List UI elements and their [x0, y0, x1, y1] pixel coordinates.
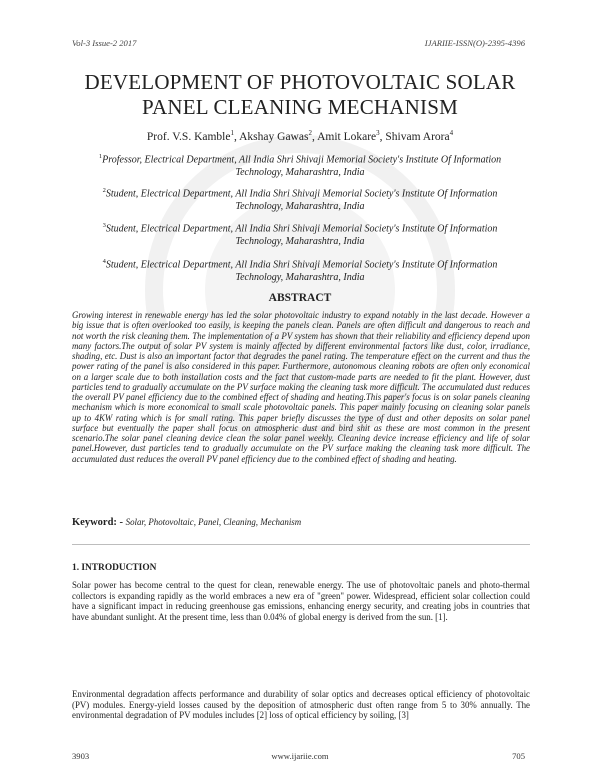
affiliation: $^4$Student, Electrical Department, All India Shri Shivaji Memorial Society's Institute Of Information Technology, Maharashtra, India [102, 258, 498, 283]
keywords [72, 517, 301, 528]
author-sup: 4 [449, 129, 454, 137]
author-sup: 2 [308, 129, 312, 137]
affiliation: $^1$Professor, Electrical Department, All India Shri Shivaji Memorial Society's Institute Of Information Technology, Maharashtra, India [98, 153, 502, 178]
paper-title [40, 70, 560, 120]
title-line-2: PANEL CLEANING MECHANISM [142, 95, 458, 119]
author-name: Akshay Gawas [239, 130, 309, 143]
introduction-paragraph-2: Environmental degradation affects performance and durability of solar optics and decreases optical efficiency of photovoltaic (PV) modules. Energy-yield losses caused by the deposition of atmospheric dust often range from 5 to 30% annually. The environmental degradation of PV modules includes [2] loss of optical efficiency by soiling, [3] [72, 689, 530, 721]
affiliation: $^2$Student, Electrical Department, All India Shri Shivaji Memorial Society's Institute Of Information Technology, Maharashtra, India [102, 187, 498, 212]
author-list: Prof. V.S. Kamble$^1$, Akshay Gawas$^2$, Amit Lokare$^3$, Shivam Arora$^4$ [146, 129, 454, 143]
abstract-heading: ABSTRACT [268, 292, 332, 304]
affiliation: $^3$Student, Electrical Department, All India Shri Shivaji Memorial Society's Institute Of Information Technology, Maharashtra, India [102, 222, 498, 247]
author-name: Amit Lokare [317, 130, 377, 143]
header-issn: IJARIIE-ISSN(O)-2395-4396 [424, 38, 525, 48]
introduction-heading: 1. INTRODUCTION [72, 563, 157, 573]
footer-website: www.ijariie.com [271, 751, 329, 761]
author-name: Shivam Arora [385, 130, 450, 143]
introduction-paragraph-1: Solar power has become central to the quest for clean, renewable energy. The use of photovoltaic panels and photo-thermal collectors is expanding rapidly as the world embraces a new era of "green" power. Widespread, efficient solar collection could have a significant impact in reducing greenhouse gas emissions, enhancing energy security, and creating jobs in countries that have abundant sunlight. At the present time, less than 0.04% of global energy is derived from the sun. [1]. [72, 580, 530, 622]
keywords-text: Solar, Photovoltaic, Panel, Cleaning, Mechanism [125, 517, 302, 527]
author-sup: 1 [230, 129, 234, 137]
footer-page-number: 705 [512, 751, 525, 761]
header-volume: Vol-3 Issue-2 2017 [72, 38, 137, 48]
footer-left-number: 3903 [72, 751, 90, 761]
author-name: Prof. V.S. Kamble [146, 130, 231, 143]
author-sup: 3 [376, 129, 380, 137]
keywords-label: Keyword: - [72, 517, 124, 528]
abstract-text: Growing interest in renewable energy has led the solar photovoltaic industry to expand notably in the last decade. However a big issue that is often overlooked too easily, is keeping the panels clean. Panels are often difficult and dangerous to reach and not worth the risk cleaning them. The implementation of a PV system has shown that their reliability and efficiency depend upon many factors.The output of solar PV system is mainly affected by different environmental factors like dust, color, irradiance, shading, etc. Dust is also an important factor that degrades the panel rating. The temperature effect on the current and thus the power rating of the panel is also considered in this paper. Furthermore, autonomous cleaning robots are often only economical on a larger scale due to both installation costs and the fact that custom-made parts are needed to fit the plant. However, dust particles tend to gradually accumulate on the PV surface making the cleaning task more difficult. The accumulated dust reduces the overall PV panel efficiency due to the combined effect of shading and heating.This paper's focus is on solar panels cleaning mechanism which is more economical to small scale photovoltaic panels. This paper mainly focusing on cleaning solar panels up to 4KW rating which is for small rating. This paper briefly discusses the type of dust and other deposits on solar panel surface but eventually the paper shall focus on atmospheric dust and bird shit as these are most common in the present scenario.The solar panel cleaning device clean the solar panel weekly. Cleaning device increase efficiency and life of solar panel.However, dust particles tend to gradually accumulate on the PV surface making the cleaning task more difficult. The accumulated dust reduces the overall PV panel efficiency due to the combined effect of shading and heating. [72, 310, 530, 464]
section-divider [72, 544, 530, 545]
title-line-1: DEVELOPMENT OF PHOTOVOLTAIC SOLAR [84, 70, 516, 94]
